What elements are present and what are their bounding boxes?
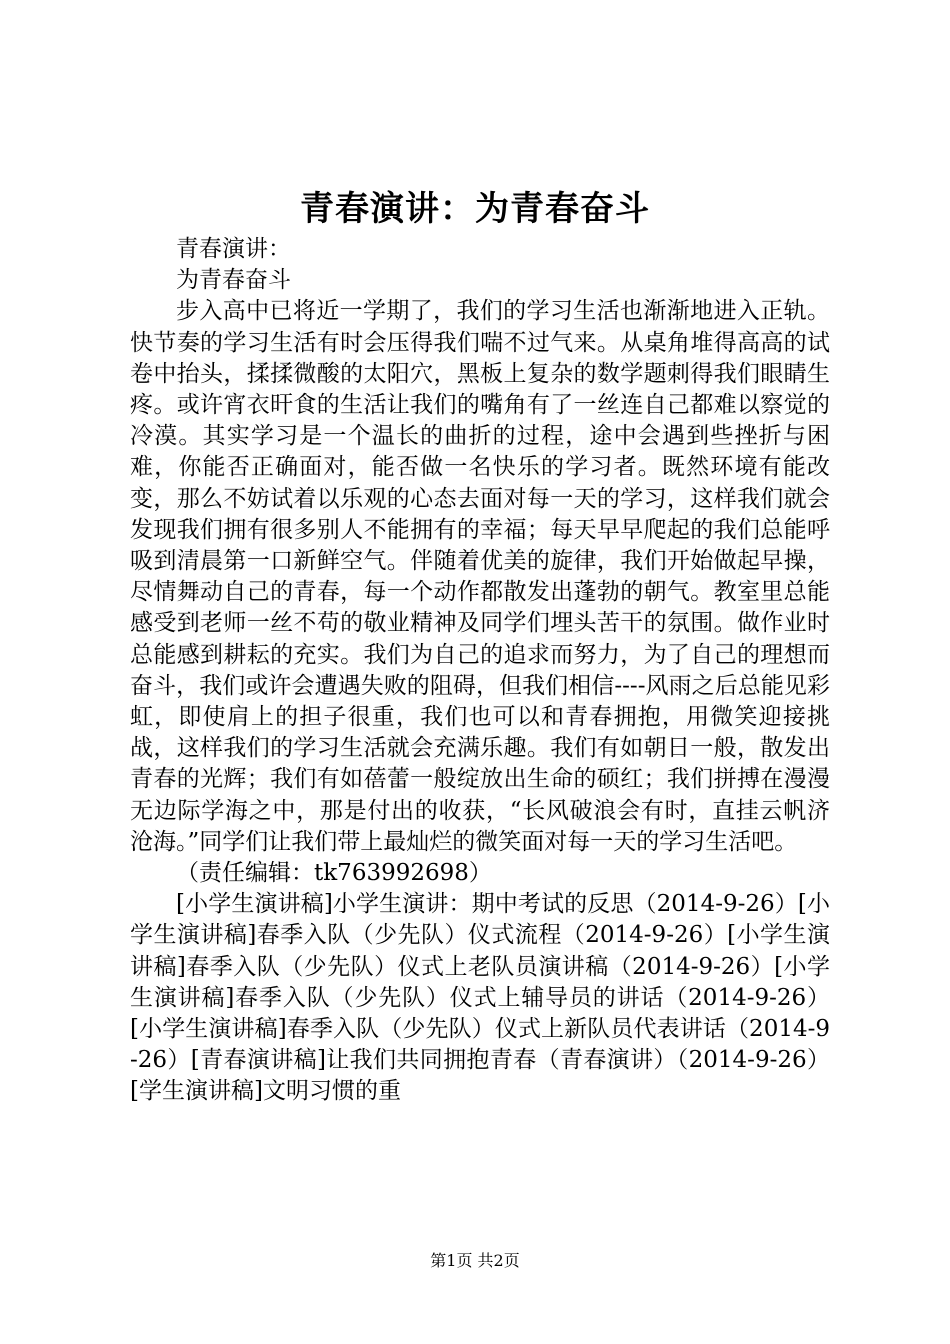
page-footer: 第1页 共2页 bbox=[430, 1251, 520, 1270]
related-articles-paragraph: [小学生演讲稿]小学生演讲：期中考试的反思（2014-9-26）[小学生演讲稿]春季入队（少先队）仪式流程（2014-9-26）[小学生演讲稿]春季入队（少先队）仪式上老队员演讲稿（2014-9-26）[小学生演讲稿]春季入队（少先队）仪式上辅导员的讲话（2014-9-26）[小学生演讲稿]春季入队（少先队）仪式上新队员代表讲话（2014-9-26）[青春演讲稿]让我们共同拥抱青春（青春演讲）（2014-9-26）[学生演讲稿]文明习惯的重 bbox=[130, 891, 830, 1105]
body-paragraph: 步入高中已将近一学期了，我们的学习生活也渐渐地进入正轨。快节奏的学习生活有时会压得我们喘不过气来。从桌角堆得高高的试卷中抬头，揉揉微酸的太阳穴，黑板上复杂的数学题刺得我们眼睛生疼。或许宵衣旰食的生活让我们的嘴角有了一丝连自己都难以察觉的冷漠。其实学习是一个温长的曲折的过程，途中会遇到些挫折与困难，你能否正确面对，能否做一名快乐的学习者。既然环境有能改变，那么不妨试着以乐观的心态去面对每一天的学习，这样我们就会发现我们拥有很多别人不能拥有的幸福；每天早早爬起的我们总能呼吸到清晨第一口新鲜空气。伴随着优美的旋律，我们开始做起早操，尽情舞动自己的青春，每一个动作都散发出蓬勃的朝气。教室里总能感受到老师一丝不苟的敬业精神及同学们埋头苦干的氛围。做作业时总能感到耕耘的充实。我们为自己的追求而努力，为了自己的理想而奋斗，我们或许会遭遇失败的阻碍，但我们相信----风雨之后总能见彩虹，即使肩上的担子很重，我们也可以和青春拥抱，用微笑迎接挑战，这样我们的学习生活就会充满乐趣。我们有如朝日一般，散发出青春的光辉；我们有如蓓蕾一般绽放出生命的硕红；我们拼搏在漫漫无边际学海之中，那是付出的收获，“长风破浪会有时，直挂云帆济沧海。”同学们让我们带上最灿烂的微笑面对每一天的学习生活吧。 bbox=[130, 298, 830, 855]
body-paragraph: 青春演讲： bbox=[176, 236, 291, 262]
document-body bbox=[130, 234, 830, 1108]
document-title: 青春演讲：为青春奋斗 bbox=[300, 189, 650, 229]
body-paragraph: 为青春奋斗 bbox=[176, 267, 291, 294]
editor-note: （责任编辑：tk763992698） bbox=[176, 860, 492, 887]
